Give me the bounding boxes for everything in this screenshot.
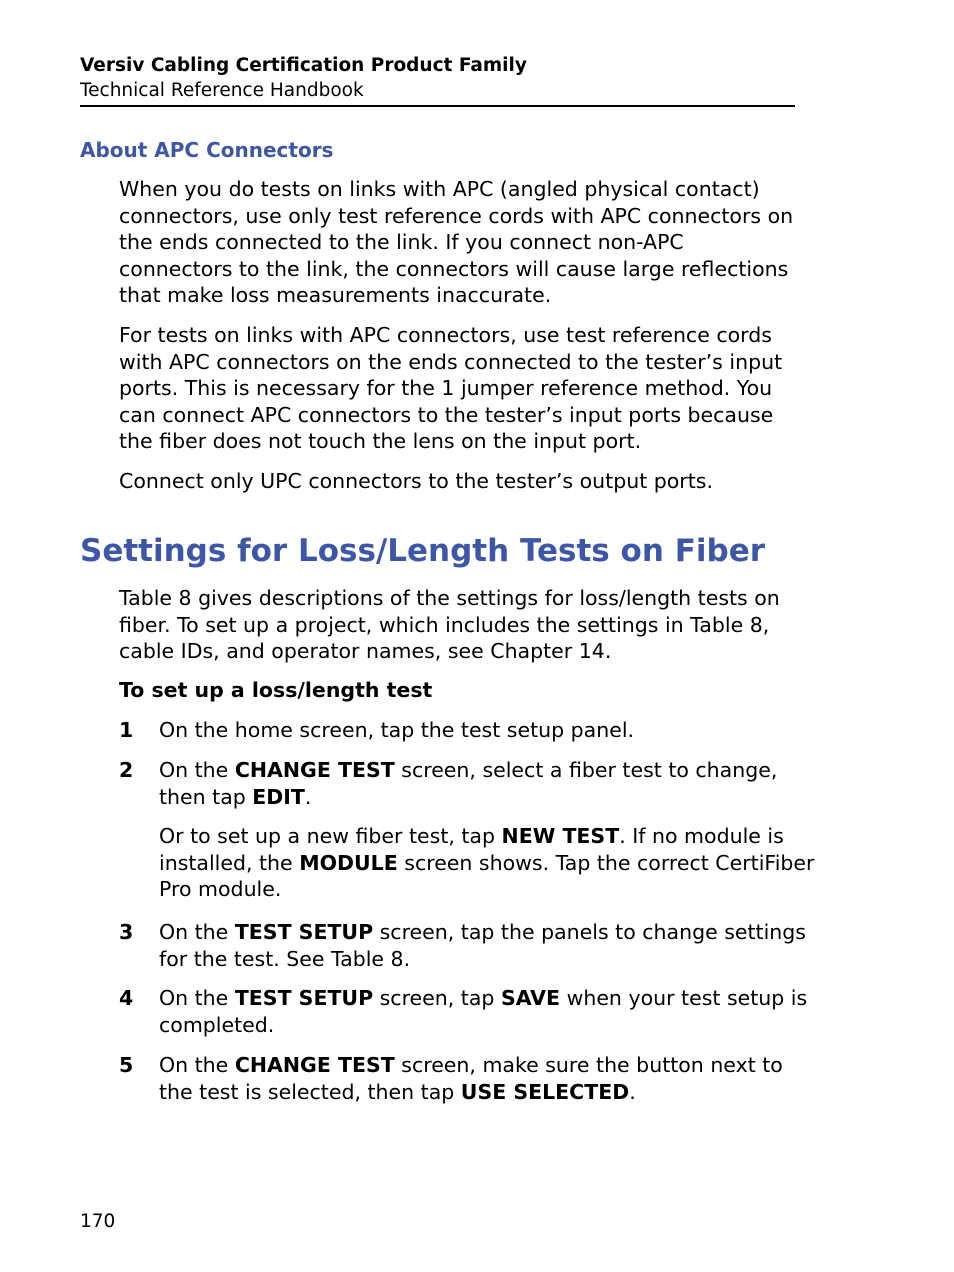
text-run: then tap — [159, 784, 253, 809]
settings-heading: Settings for Loss/Length Tests on Fiber — [80, 533, 766, 569]
text-run: On the — [159, 920, 235, 944]
text-line — [159, 823, 814, 850]
step-2-note — [159, 823, 814, 903]
step-text — [159, 757, 777, 810]
text-run: the test is selected, then tap — [159, 1079, 461, 1104]
text-line: For tests on links with APC connectors, use test reference cords — [119, 323, 772, 347]
ui-keyword: MODULE — [299, 850, 398, 875]
text-line: for the test. See Table 8. — [159, 946, 411, 971]
text-line: ports. This is necessary for the 1 jumper reference method. You — [119, 376, 773, 400]
text-run: screen, select a fiber test to change, — [394, 758, 778, 782]
text-line: completed. — [159, 1012, 275, 1037]
step-number: 3 — [119, 920, 134, 944]
step-text — [159, 985, 807, 1038]
text-line: fiber. To set up a project, which includes the settings in Table 8, — [119, 612, 770, 637]
apc-paragraph-3 — [119, 468, 713, 495]
text-line: On the home screen, tap the test setup panel. — [159, 718, 635, 742]
apc-paragraph-1 — [119, 176, 793, 309]
ui-keyword: TEST SETUP — [234, 920, 374, 944]
text-line: the fiber does not touch the lens on the input port. — [119, 429, 642, 453]
text-run: screen shows. Tap the correct CertiFiber — [397, 850, 815, 875]
ui-keyword: CHANGE TEST — [234, 758, 395, 782]
ui-keyword: EDIT — [252, 784, 305, 809]
text-line: connectors, use only test reference cords with APC connectors on — [119, 203, 794, 228]
step-number: 4 — [119, 986, 134, 1010]
step-number: 5 — [119, 1053, 134, 1077]
page-header — [80, 53, 795, 107]
about-apc-heading: About APC Connectors — [80, 138, 334, 162]
ui-keyword: NEW TEST — [501, 824, 620, 848]
ui-keyword: CHANGE TEST — [234, 1053, 395, 1077]
text-line: Connect only UPC connectors to the tester’s output ports. — [119, 469, 713, 493]
text-run: On the — [159, 986, 235, 1010]
procedure-heading: To set up a loss/length test — [119, 678, 433, 702]
text-line — [159, 850, 814, 877]
text-run: . — [629, 1079, 636, 1104]
text-line: When you do tests on links with APC (angled physical contact) — [119, 177, 760, 201]
text-run: On the — [159, 758, 235, 782]
text-line — [159, 757, 777, 784]
text-line — [159, 784, 777, 811]
text-line: the ends connected to the link. If you connect non-APC — [119, 230, 684, 254]
text-line: connectors to the link, the connectors will cause large reflections — [119, 256, 789, 281]
step-text — [159, 919, 806, 972]
text-run: screen, tap — [373, 986, 501, 1010]
ui-keyword: SAVE — [500, 986, 561, 1010]
step-text — [159, 1052, 783, 1105]
step-text — [159, 717, 634, 744]
step-number: 1 — [119, 718, 134, 742]
text-line: Pro module. — [159, 877, 282, 901]
text-line: can connect APC connectors to the tester’s input ports because — [119, 402, 774, 427]
text-run: installed, the — [159, 850, 300, 875]
text-run: . If no module is — [619, 824, 784, 848]
text-line: Table 8 gives descriptions of the settings for loss/length tests on — [119, 586, 780, 610]
text-run: . — [304, 784, 312, 809]
text-line — [159, 919, 806, 946]
text-run: Or to set up a new fiber test, tap — [159, 824, 502, 848]
ui-keyword: TEST SETUP — [234, 986, 374, 1010]
settings-intro — [119, 585, 780, 665]
text-run: screen, make sure the button next to — [394, 1053, 783, 1077]
apc-paragraph-2 — [119, 322, 782, 455]
ui-keyword: USE SELECTED — [460, 1079, 630, 1104]
text-run: when your test setup is — [560, 986, 808, 1010]
text-line — [159, 985, 807, 1012]
text-line — [159, 1052, 783, 1079]
page-number: 170 — [80, 1211, 116, 1232]
text-line — [159, 1079, 783, 1106]
text-line: that make loss measurements inaccurate. — [119, 283, 552, 307]
header-subtitle: Technical Reference Handbook — [80, 80, 364, 101]
text-run: On the — [159, 1053, 235, 1077]
text-line: with APC connectors on the ends connected to the tester’s input — [119, 349, 783, 374]
step-number: 2 — [119, 758, 134, 782]
text-run: screen, tap the panels to change settings — [373, 920, 806, 944]
header-title: Versiv Cabling Certification Product Family — [80, 55, 527, 76]
text-line: cable IDs, and operator names, see Chapter 14. — [119, 639, 612, 663]
